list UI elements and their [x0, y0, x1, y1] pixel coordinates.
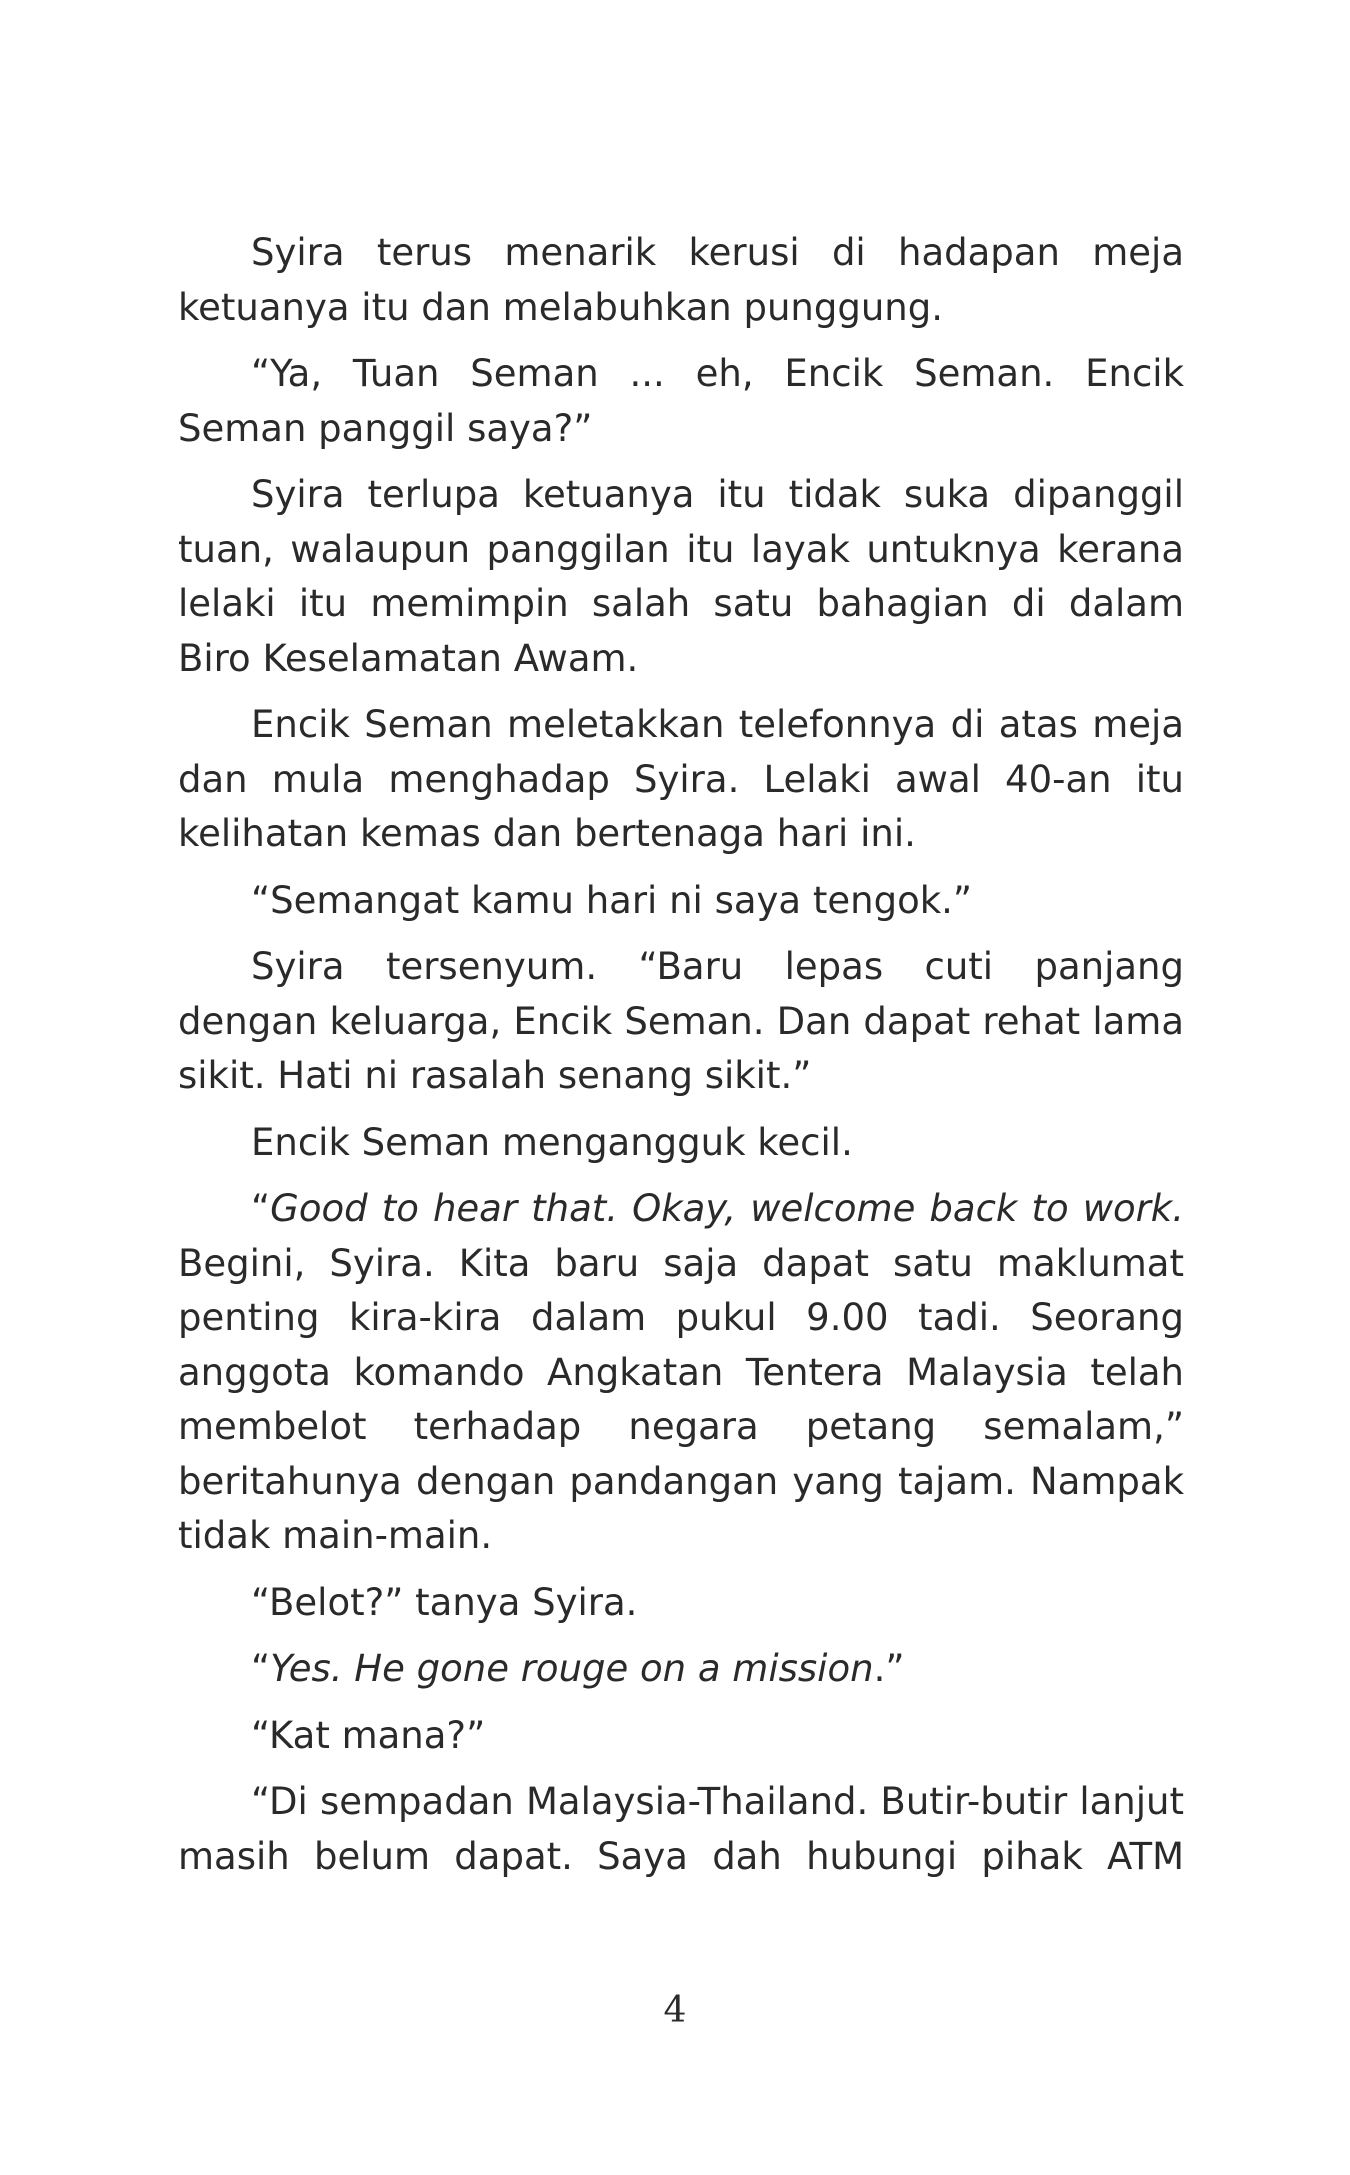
text-segment: “Kat mana?” [251, 1713, 486, 1757]
text-segment: “Di sempadan Malaysia-Thailand. Butir-butir lanjut masih belum dapat. Saya dah hubungi pihak ATM [178, 1780, 1184, 1878]
paragraph [178, 698, 1184, 862]
paragraph [178, 226, 1184, 335]
text-segment: Syira terlupa ketuanya itu tidak suka dipanggil tuan, walaupun panggilan itu layak untuknya kerana lelaki itu memimpin salah satu bahagian di dalam Biro Keselamatan Awam. [178, 473, 1184, 680]
text-segment: “Belot?” tanya Syira. [251, 1580, 638, 1624]
paragraph [178, 874, 1184, 929]
paragraph [178, 468, 1184, 686]
text-segment: Syira tersenyum. “Baru lepas cuti panjang dengan keluarga, Encik Seman. Dan dapat rehat lama sikit. Hati ni rasalah senang sikit.” [178, 945, 1184, 1097]
text-segment: “ [251, 1187, 271, 1230]
paragraph [178, 1775, 1184, 1884]
text-segment: .” [873, 1647, 905, 1690]
paragraph [178, 1642, 1184, 1697]
text-segment: Encik Seman mengangguk kecil. [251, 1120, 853, 1164]
paragraph [178, 940, 1184, 1104]
paragraph [178, 1576, 1184, 1631]
paragraph [178, 1182, 1184, 1564]
italic-text: Good to hear that. Okay, welcome back to work. [270, 1187, 1184, 1230]
text-segment: “Ya, Tuan Seman ... eh, Encik Seman. Encik Seman panggil saya?” [178, 352, 1184, 450]
text-segment: “ [251, 1647, 271, 1690]
text-segment: Begini, Syira. Kita baru saja dapat satu maklumat penting kira-kira dalam pukul 9.00 tadi. Seorang anggota komando Angkatan Tentera Malaysia telah membelot terhadap negara petang semalam,” beritahunya dengan pandangan yang tajam. Nampak tidak main-main. [178, 1241, 1184, 1557]
text-segment: Encik Seman meletakkan telefonnya di atas meja dan mula menghadap Syira. Lelaki awal 40-an itu kelihatan kemas dan bertenaga hari ini. [178, 703, 1184, 855]
text-segment: “Semangat kamu hari ni saya tengok.” [251, 878, 973, 922]
page-number: 4 [663, 1990, 687, 2031]
paragraph [178, 1116, 1184, 1171]
paragraph [178, 347, 1184, 456]
text-segment: Syira terus menarik kerusi di hadapan meja ketuanya itu dan melabuhkan punggung. [178, 231, 1184, 329]
paragraph [178, 1709, 1184, 1764]
italic-text: Yes. He gone rouge on a mission [270, 1647, 874, 1690]
page-body [178, 226, 1184, 1896]
